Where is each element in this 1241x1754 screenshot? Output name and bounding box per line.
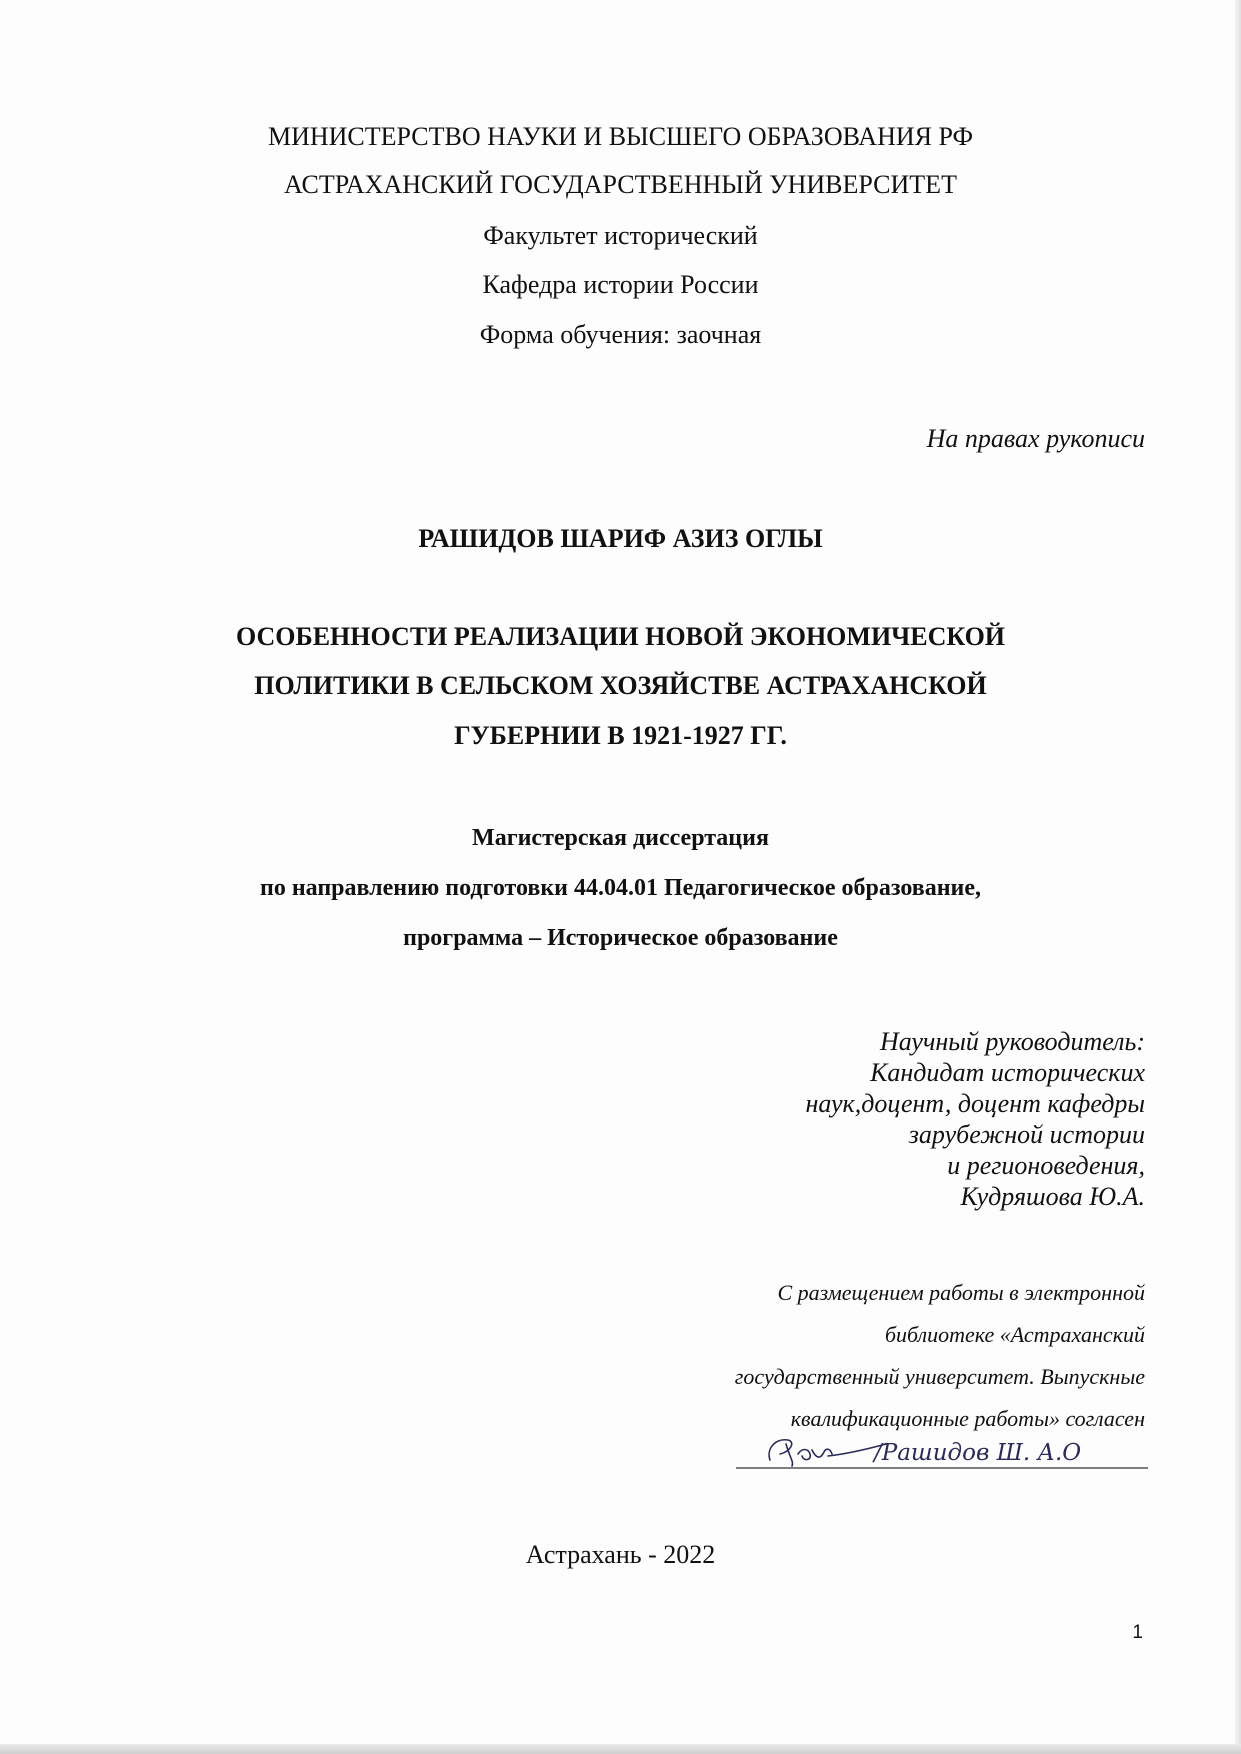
ministry-name: МИНИСТЕРСТВО НАУКИ И ВЫСШЕГО ОБРАЗОВАНИЯ РФ — [267, 122, 974, 151]
consent-line: квалификационные работы» согласен — [790, 1406, 1145, 1431]
author-name: РАШИДОВ ШАРИФ АЗИЗ ОГЛЫ — [418, 524, 823, 553]
study-program: программа – Историческое образование — [403, 925, 838, 951]
manuscript-note: На правах рукописи — [926, 424, 1145, 453]
university-name: АСТРАХАНСКИЙ ГОСУДАРСТВЕННЫЙ УНИВЕРСИТЕТ — [284, 170, 957, 199]
supervisor-line: зарубежной истории — [908, 1120, 1145, 1149]
city-year: Астрахань - 2022 — [525, 1540, 716, 1569]
scan-edge-bottom — [0, 1744, 1241, 1754]
page-number: 1 — [1132, 1622, 1143, 1643]
supervisor-line: Научный руководитель: — [879, 1027, 1145, 1056]
signature-handwriting: /Рашидов Ш. А.О — [874, 1440, 1082, 1466]
supervisor-name: Кудряшова Ю.А. — [960, 1182, 1145, 1211]
thesis-title-line-3: ГУБЕРНИИ В 1921-1927 ГГ. — [454, 721, 787, 750]
supervisor-line: наук,доцент, доцент кафедры — [805, 1089, 1145, 1118]
thesis-title-line-2: ПОЛИТИКИ В СЕЛЬСКОМ ХОЗЯЙСТВЕ АСТРАХАНСКОЙ — [254, 671, 987, 700]
handwritten-signature — [736, 1430, 1148, 1474]
signature-drawing — [736, 1430, 1148, 1474]
supervisor-block — [805, 1026, 1145, 1212]
consent-block — [735, 1272, 1145, 1440]
scan-edge-right — [1235, 0, 1241, 1754]
consent-line: государственный университет. Выпускные — [734, 1364, 1145, 1389]
faculty-name: Факультет исторический — [483, 221, 758, 250]
consent-line: С размещением работы в электронной — [777, 1280, 1145, 1305]
thesis-title-line-1: ОСОБЕННОСТИ РЕАЛИЗАЦИИ НОВОЙ ЭКОНОМИЧЕСКОЙ — [235, 622, 1006, 651]
department-name: Кафедра истории России — [482, 270, 759, 299]
supervisor-line: Кандидат исторических — [870, 1058, 1145, 1087]
study-form: Форма обучения: заочная — [479, 320, 762, 349]
work-type: Магистерская диссертация — [472, 825, 769, 851]
supervisor-line: и регионоведения, — [947, 1151, 1145, 1180]
consent-line: библиотеке «Астраханский — [884, 1322, 1145, 1347]
study-direction: по направлению подготовки 44.04.01 Педагогическое образование, — [259, 875, 982, 901]
